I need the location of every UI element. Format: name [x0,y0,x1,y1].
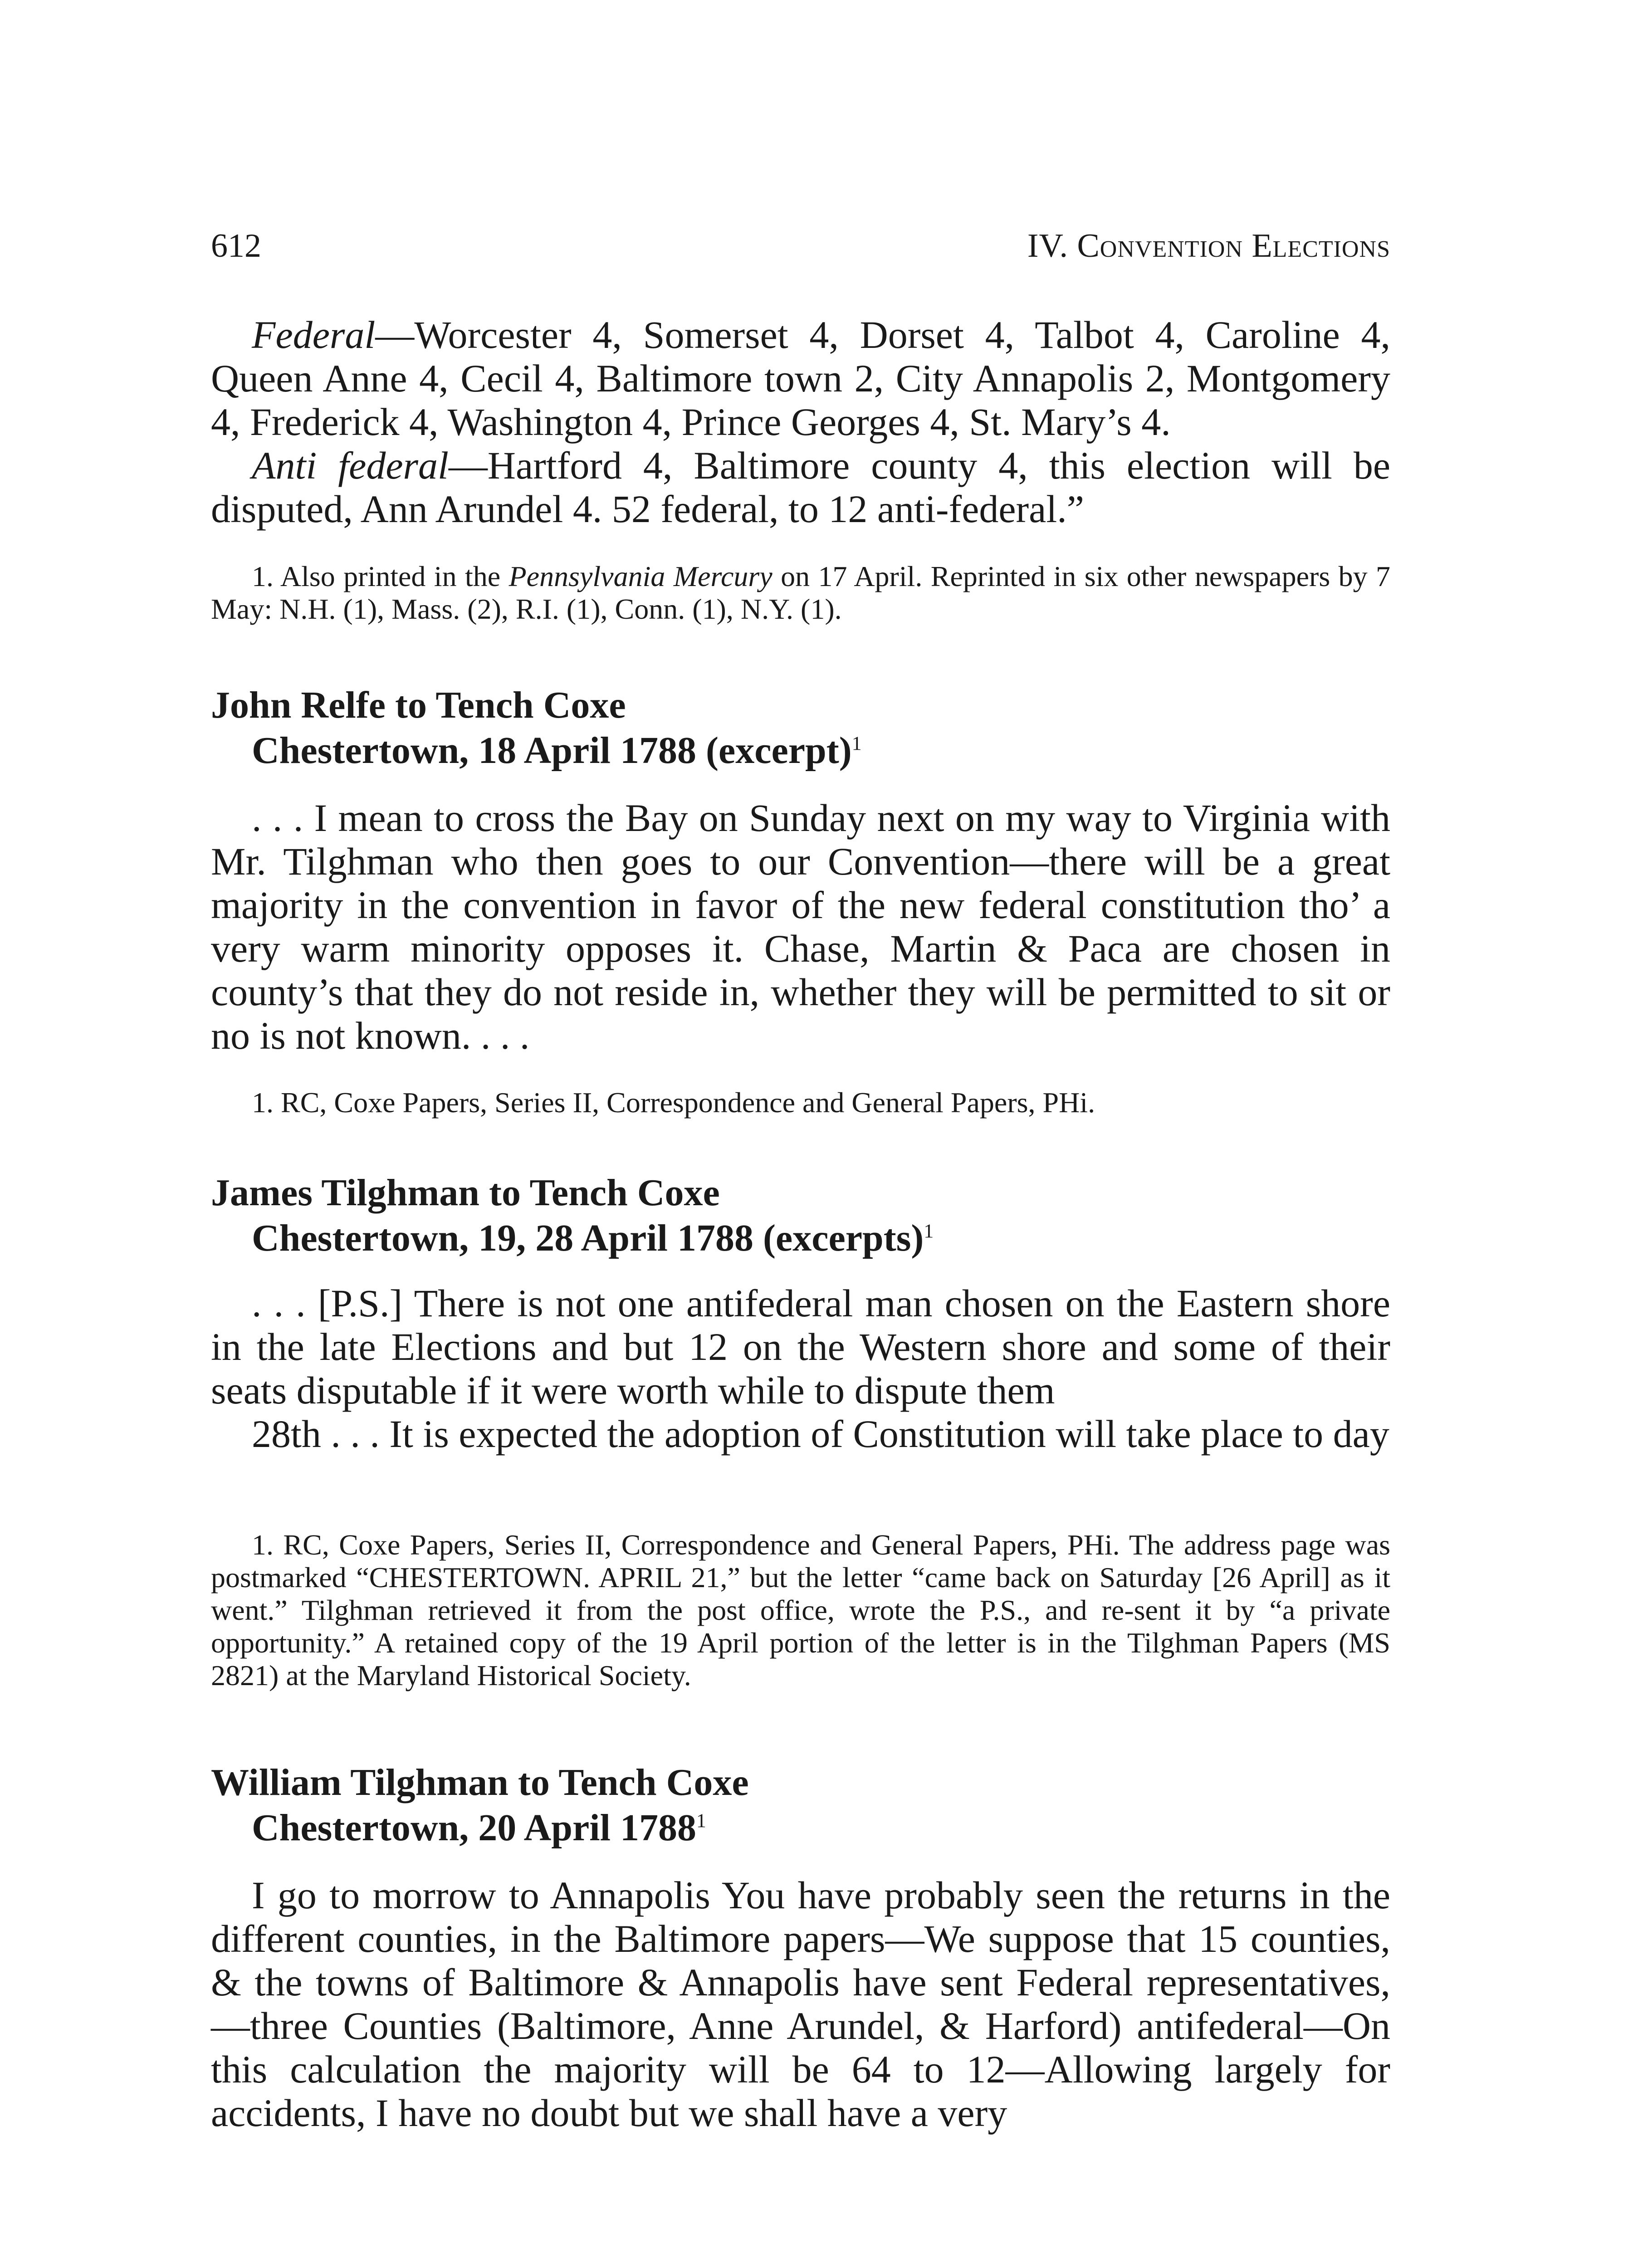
letter-body [211,796,1390,1057]
letter-paragraph: I go to morrow to Annapolis You have probably seen the returns in the different counties, in the Baltimore papers—We suppose that 15 counties, & the towns of Baltimore & Annapolis have sent Federal representatives,—three Counties (Baltimore, Anne Arundel, & Harford) antifederal—On this calculation the majority will be 64 to 12—Allowing largely for accidents, I have no doubt but we shall have a very [211,1873,1390,2135]
footnote-ref: 1 [924,1220,934,1242]
letter-title: William Tilghman to Tench Coxe [211,1761,749,1804]
letter-heading [211,1170,1390,1261]
page-number: 612 [211,227,261,264]
letter-heading [211,683,1390,773]
intro-footnote: 1. Also printed in the Pennsylvania Mercury on 17 April. Reprinted in six other newspapers by 7 May: N.H. (1), Mass. (2), R.I. (1), Conn. (1), N.Y. (1). [211,560,1391,625]
footnote-ref: 1 [851,733,862,754]
intro-paragraph-antifederal: Anti federal—Hartford 4, Baltimore county 4, this election will be disputed, Ann Arundel 4. 52 federal, to 12 anti-federal.” [211,444,1390,531]
letter-heading [211,1760,1390,1851]
letter-place-date: Chestertown, 19, 28 April 1788 (excerpts)$^1$ [252,1217,934,1259]
letter-place-date: Chestertown, 20 April 1788$^1$ [252,1807,706,1849]
letter-footnote: 1. RC, Coxe Papers, Series II, Correspondence and General Papers, PHi. The address page was postmarked “CHESTERTOWN. APRIL 21,” but the letter “came back on Saturday [26 April] as it went.” Tilghman retrieved it from the post office, wrote the P.S., and re-sent it by “a private opportunity.” A retained copy of the 19 April portion of the letter is in the Tilghman Papers (MS 2821) at the Maryland Historical Society. [211,1529,1390,1691]
intro-paragraph-federal: Federal—Worcester 4, Somerset 4, Dorset 4, Talbot 4, Caroline 4, Queen Anne 4, Cecil 4, Baltimore town 2, City Annapolis 2, Montgomery 4, Frederick 4, Washington 4, Prince Georges 4, St. Mary’s 4. [211,313,1390,444]
letter-paragraph: . . . I mean to cross the Bay on Sunday next on my way to Virginia with Mr. Tilghman who then goes to our Convention—there will be a great majority in the convention in favor of the new federal constitution tho’ a very warm minority opposes it. Chase, Martin & Paca are chosen in county’s that they do not reside in, whether they will be permitted to sit or no is not known. . . . [211,796,1390,1057]
letter-footnote: 1. RC, Coxe Papers, Series II, Correspondence and General Papers, PHi. [252,1086,1095,1119]
page-header [211,227,1390,277]
footnote-ref: 1 [696,1810,706,1832]
letter-body [211,1873,1390,2135]
intro-text [211,313,1390,531]
letter-title: John Relfe to Tench Coxe [211,684,626,726]
letter-paragraph: . . . [P.S.] There is not one antifederal man chosen on the Eastern shore in the late Elections and but 12 on the Western shore and some of their seats disputable if it were worth while to dispute them [211,1281,1390,1412]
running-head: IV. Convention Elections [1027,227,1390,264]
letter-place-date: Chestertown, 18 April 1788 (excerpt)$^1$ [252,729,862,772]
letter-paragraph: 28th . . . It is expected the adoption of Constitution will take place to day [252,1412,1389,1456]
letter-title: James Tilghman to Tench Coxe [211,1172,720,1214]
letter-body [211,1281,1390,1456]
